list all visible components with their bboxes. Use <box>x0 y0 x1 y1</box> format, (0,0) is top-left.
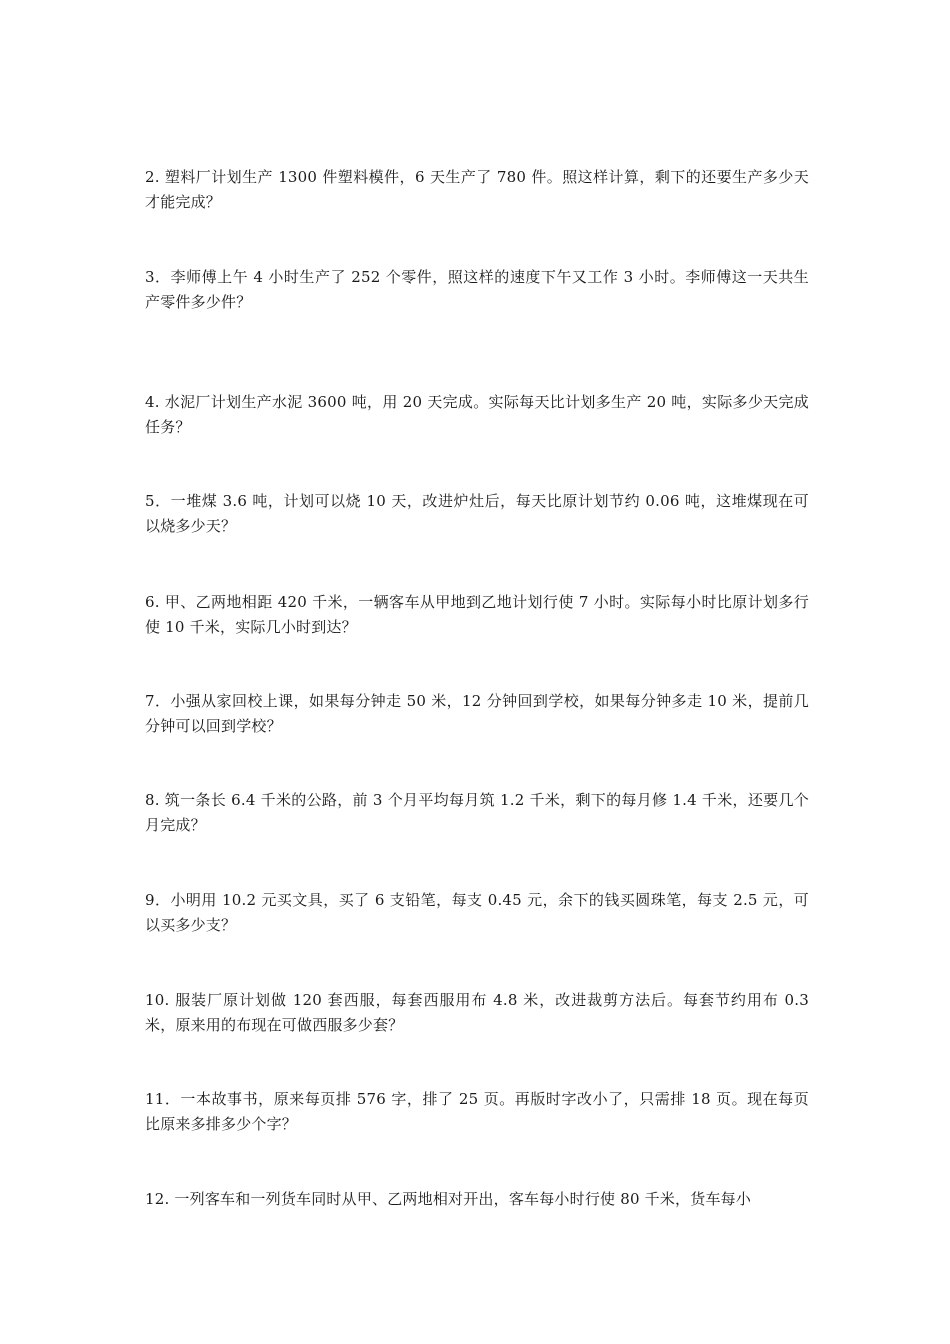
problem-3: 3．李师傅上午 4 小时生产了 252 个零件，照这样的速度下午又工作 3 小时。李师傅这一天共生产零件多少件？ <box>145 268 809 311</box>
problem-2: 2. 塑料厂计划生产 1300 件塑料模件，6 天生产了 780 件。照这样计算，剩下的还要生产多少天才能完成？ <box>145 168 809 211</box>
problem-10: 10. 服装厂原计划做 120 套西服，每套西服用布 4.8 米，改进裁剪方法后。每套节约用布 0.3 米，原来用的布现在可做西服多少套？ <box>145 991 809 1034</box>
problem-9: 9．小明用 10.2 元买文具，买了 6 支铅笔，每支 0.45 元，余下的钱买圆珠笔，每支 2.5 元，可以买多少支？ <box>145 891 809 934</box>
problem-11: 11．一本故事书，原来每页排 576 字，排了 25 页。再版时字改小了，只需排 18 页。现在每页比原来多排多少个字？ <box>145 1090 809 1133</box>
problem-12: 12. 一列客车和一列货车同时从甲、乙两地相对开出，客车每小时行使 80 千米，货车每小 <box>145 1190 752 1208</box>
problem-8: 8. 筑一条长 6.4 千米的公路，前 3 个月平均每月筑 1.2 千米，剩下的每月修 1.4 千米，还要几个月完成？ <box>145 791 809 834</box>
problem-4: 4. 水泥厂计划生产水泥 3600 吨，用 20 天完成。实际每天比计划多生产 20 吨，实际多少天完成任务？ <box>145 393 809 436</box>
problem-7: 7．小强从家回校上课，如果每分钟走 50 米，12 分钟回到学校，如果每分钟多走 10 米，提前几分钟可以回到学校？ <box>145 692 809 735</box>
problem-6: 6. 甲、乙两地相距 420 千米，一辆客车从甲地到乙地计划行使 7 小时。实际每小时比原计划多行使 10 千米，实际几小时到达？ <box>145 593 809 636</box>
problem-5: 5．一堆煤 3.6 吨，计划可以烧 10 天，改进炉灶后，每天比原计划节约 0.06 吨，这堆煤现在可以烧多少天？ <box>145 492 809 535</box>
